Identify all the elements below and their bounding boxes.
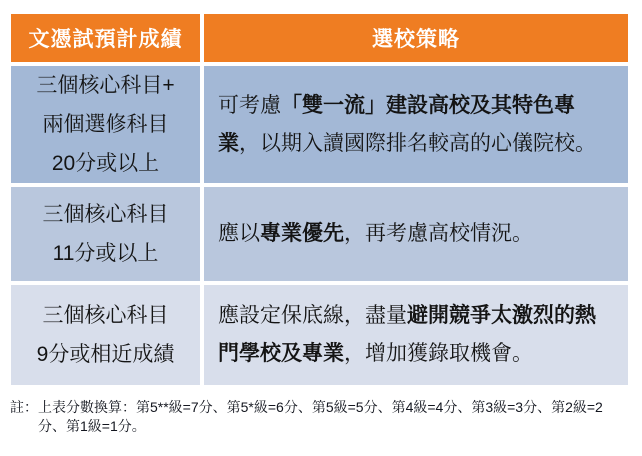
header-strategy-label: 選校策略 (372, 28, 460, 51)
header-cell-strategy (204, 14, 628, 62)
strategy-segment: ，以期入讀國際排名較高的心儀院校。 (239, 131, 596, 155)
score-cell-row2 (11, 187, 200, 281)
score-line: 20分或以上 (51, 152, 160, 175)
strategy-segment: ，增加獲錄取機會。 (344, 342, 533, 365)
strategy-text (218, 297, 614, 373)
strategy-segment-bold: 避開競爭太激烈的熱門學校及專業 (218, 304, 596, 365)
strategy-segment: 可考慮 (218, 93, 281, 117)
header-score-label: 文憑試預計成績 (28, 28, 183, 51)
footnote (0, 398, 620, 436)
score-line: 9分或相近成績 (36, 343, 175, 366)
score-line: 11分或以上 (52, 242, 159, 265)
score-text (36, 66, 174, 183)
score-cell-row1 (11, 66, 200, 183)
footnote-text: 上表分數換算：第5**級=7分、第5*級=6分、第5級=5分、第4級=4分、第3級=3分、第2級=2分、第1級=1分。 (38, 399, 603, 434)
score-line: 三個核心科目+ (36, 74, 175, 97)
strategy-segment-bold: 「雙一流」建設高校及其特色專業 (218, 93, 575, 155)
strategy-segment: ，再考慮高校情況。 (344, 222, 533, 245)
score-text (43, 195, 169, 273)
strategy-segment-bold: 專業優先 (260, 222, 344, 245)
strategy-segment: 應設定保底線，盡量 (218, 304, 407, 327)
score-strategy-table (11, 14, 628, 385)
score-cell-row3 (11, 285, 200, 385)
strategy-cell-row3 (204, 285, 628, 385)
footnote-prefix: 註： (10, 399, 38, 415)
strategy-cell-row1 (204, 66, 628, 183)
score-line: 三個核心科目 (42, 304, 169, 327)
header-cell-score (11, 14, 200, 62)
score-line: 三個核心科目 (42, 203, 169, 226)
strategy-text (218, 215, 533, 253)
score-text (37, 296, 175, 374)
strategy-text (218, 87, 614, 163)
strategy-cell-row2 (204, 187, 628, 281)
strategy-segment: 應以 (218, 222, 260, 245)
score-line: 兩個選修科目 (42, 113, 169, 136)
